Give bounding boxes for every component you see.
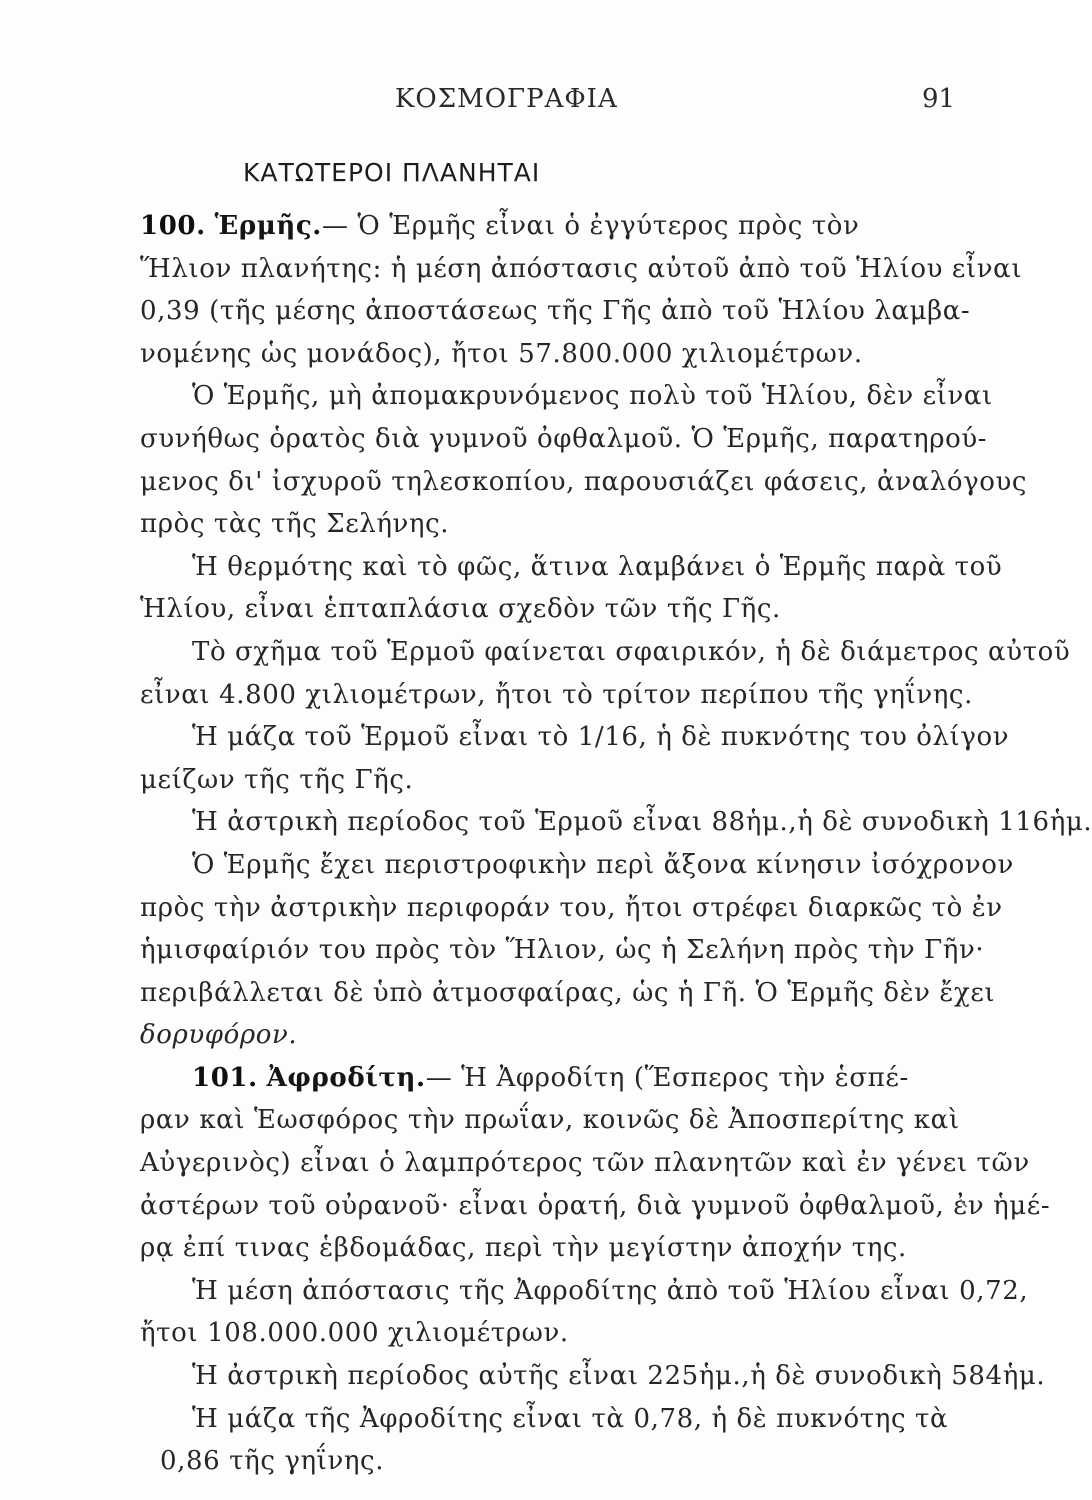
- text-line: — Ὁ Ἑρμῆς εἶναι ὁ ἐγγύτερος πρὸς τὸν: [321, 211, 860, 241]
- text-line: πρὸς τὰς τῆς Σελήνης.: [140, 509, 450, 540]
- paragraph-number: 101.: [192, 1062, 258, 1093]
- paragraph-heading: Ἀφροδίτη.: [266, 1062, 426, 1093]
- text-line: Ὁ Ἑρμῆς ἔχει περιστροφικὴν περὶ ἄξονα κίνησιν ἰσόχρονον: [192, 849, 1014, 880]
- text-line: Τὸ σχῆμα τοῦ Ἑρμοῦ φαίνεται σφαιρικόν, ἡ δὲ διάμετρος αὐτοῦ: [192, 636, 1071, 667]
- text-line: Ἡ μέση ἀπόστασις τῆς Ἀφροδίτης ἀπὸ τοῦ Ἡλίου εἶναι 0,72,: [192, 1275, 1029, 1306]
- text-line: πρὸς τὴν ἀστρικὴν περιφοράν του, ἤτοι στρέφει διαρκῶς τὸ ἐν: [140, 892, 1003, 923]
- text-line: Ἡ μάζα τῆς Ἀφροδίτης εἶναι τὰ 0,78, ἡ δὲ πυκνότης τὰ: [192, 1403, 949, 1434]
- text-line: εἶναι 4.800 χιλιομέτρων, ἤτοι τὸ τρίτον περίπου τῆς γηΐνης.: [140, 679, 973, 710]
- text-line: ἤτοι 108.000.000 χιλιομέτρων.: [140, 1318, 569, 1349]
- text-line: ἡμισφαίριόν του πρὸς τὸν Ἥλιον, ὡς ἡ Σελήνη πρὸς τὴν Γῆν·: [140, 935, 985, 966]
- text-line: ραν καὶ Ἑωσφόρος τὴν πρωΐαν, κοινῶς δὲ Ἀποσπερίτης καὶ: [140, 1105, 960, 1136]
- paragraph-100-line-1: [140, 205, 940, 248]
- page-number: 91: [922, 84, 956, 114]
- text-line: Ἡ ἀστρικὴ περίοδος αὐτῆς εἶναι 225ἡμ.,ἡ δὲ συνοδικὴ 584ἡμ.: [192, 1361, 1046, 1392]
- paragraph-heading: Ἑρμῆς.: [214, 211, 322, 241]
- text-line: περιβάλλεται δὲ ὑπὸ ἀτμοσφαίρας, ὡς ἡ Γῆ. Ὁ Ἑρμῆς δὲν ἔχει: [140, 977, 996, 1008]
- text-line: νομένης ὡς μονάδος), ἤτοι 57.800.000 χιλιομέτρων.: [140, 338, 863, 369]
- text-line: δορυφόρον.: [140, 1020, 298, 1051]
- paragraph-101-line-1: [140, 1057, 940, 1100]
- section-title: ΚΑΤΩΤΕΡΟΙ ΠΛΑΝΗΤΑΙ: [243, 158, 541, 187]
- text-line: Ὁ Ἑρμῆς, μὴ ἀπομακρυνόμενος πολὺ τοῦ Ἡλίου, δὲν εἶναι: [192, 381, 993, 412]
- body-text: [140, 205, 1092, 1483]
- text-line: ρᾳ ἐπί τινας ἑβδομάδας, περὶ τὴν μεγίστην ἀποχήν της.: [140, 1233, 907, 1264]
- text-line: συνήθως ὁρατὸς διὰ γυμνοῦ ὀφθαλμοῦ. Ὁ Ἑρμῆς, παρατηρού-: [140, 423, 988, 454]
- text-line: Ἡ θερμότης καὶ τὸ φῶς, ἅτινα λαμβάνει ὁ Ἑρμῆς παρὰ τοῦ: [192, 551, 1003, 582]
- text-line: ἀστέρων τοῦ οὐρανοῦ· εἶναι ὁρατή, διὰ γυμνοῦ ὀφθαλμοῦ, ἐν ἡμέ-: [140, 1190, 1051, 1221]
- text-line: Αὐγερινὸς) εἶναι ὁ λαμπρότερος τῶν πλανητῶν καὶ ἐν γένει τῶν: [140, 1148, 1030, 1179]
- text-line: Ἡ μάζα τοῦ Ἑρμοῦ εἶναι τὸ 1/16, ἡ δὲ πυκνότης του ὀλίγον: [192, 722, 1010, 753]
- text-line: Ἥλιον πλανήτης: ἡ μέση ἀπόστασις αὐτοῦ ἀπὸ τοῦ Ἡλίου εἶναι: [140, 253, 1023, 284]
- running-head: ΚΟΣΜΟΓΡΑΦΙΑ: [395, 84, 618, 114]
- text-line: 0,86 τῆς γηΐνης.: [160, 1446, 385, 1477]
- text-line: 0,39 (τῆς μέσης ἀποστάσεως τῆς Γῆς ἀπὸ τοῦ Ἡλίου λαμβα-: [140, 296, 971, 327]
- text-line: Ἡλίου, εἶναι ἑπταπλάσια σχεδὸν τῶν τῆς Γῆς.: [140, 594, 781, 625]
- text-line: μενος δι' ἰσχυροῦ τηλεσκοπίου, παρουσιάζει φάσεις, ἀναλόγους: [140, 466, 1028, 497]
- text-line: Ἡ ἀστρικὴ περίοδος τοῦ Ἑρμοῦ εἶναι 88ἡμ.,ἡ δὲ συνοδικὴ 116ἡμ.: [192, 807, 1092, 838]
- text-line: μείζων τῆς τῆς Γῆς.: [140, 764, 414, 795]
- text-line: — Ἡ Ἀφροδίτη (Ἕσπερος τὴν ἑσπέ-: [425, 1062, 909, 1093]
- paragraph-number: 100.: [140, 211, 206, 241]
